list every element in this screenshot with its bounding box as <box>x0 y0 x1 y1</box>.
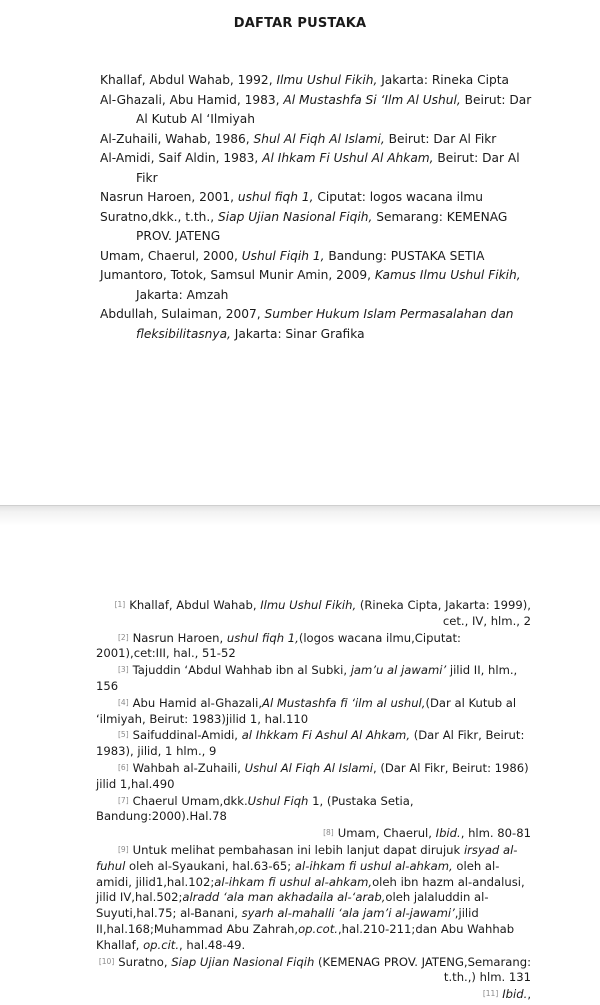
footnote-text: (Rineka Cipta, Jakarta: 1999), cet., IV, hlm., 2 <box>356 598 531 628</box>
entry-author: Al-Amidi, Saif Aldin, 1983, <box>100 151 263 165</box>
footnote-text: (Dar Al Fikr, Beirut: 1983), jilid, 1 hlm., 9 <box>96 728 525 759</box>
footnote-title: Ilmu Ushul Fikih, <box>260 598 357 612</box>
footnote-number[interactable]: [1] <box>114 600 126 609</box>
footnote-text: Nasrun Haroen, <box>132 630 227 645</box>
footnote-title: Ibid. <box>502 987 528 1002</box>
entry-title: Ilmu Ushul Fikih, <box>276 73 378 87</box>
footnote-title: ushul fiqh 1, <box>226 630 299 645</box>
footnote-text: Saifuddinal-Amidi, <box>132 728 242 743</box>
footnote-title: Siap Ujian Nasional Fiqih <box>171 954 315 969</box>
footnote <box>96 597 531 630</box>
entry-publisher: Jakarta: Rineka Cipta <box>377 73 509 87</box>
footnote-number[interactable]: [4] <box>118 697 129 707</box>
footnote-title: op.cot. <box>298 921 338 936</box>
entry-title: ushul fiqh 1, <box>237 190 314 204</box>
footnote-text: , (Dar Al Fikr, Beirut: 1986) jilid 1,hal.490 <box>96 760 529 791</box>
footnote-text: Umam, Chaerul, <box>337 826 436 841</box>
page-divider <box>0 505 600 526</box>
bibliography-entry <box>100 305 540 344</box>
bibliography-entry <box>100 91 540 130</box>
footnote-number[interactable]: [3] <box>118 665 129 675</box>
footnote-text: jilid II, hlm., 156 <box>96 663 518 693</box>
footnote-text: oleh al-Syaukani, hal.63-65; <box>125 858 295 873</box>
entry-publisher: Beirut: Dar Al Fikr <box>136 151 520 185</box>
bibliography-entry <box>100 208 540 247</box>
footnote-text: Suratno, <box>118 954 172 969</box>
entry-author: Al-Ghazali, Abu Hamid, 1983, <box>100 92 284 107</box>
bibliography-entry <box>100 266 540 305</box>
footnote-text: oleh jalaluddin al-Suyuti,hal.75; al-Banani, <box>96 890 489 921</box>
footnote-text: 1, (Pustaka Setia, Bandung:2000).Hal.78 <box>96 793 414 824</box>
bibliography-entry <box>100 188 540 208</box>
footnote-title: Ushul Al Fiqh Al Islami <box>244 760 373 775</box>
entry-publisher: Bandung: PUSTAKA SETIA <box>324 248 485 263</box>
footnote <box>96 727 531 760</box>
bibliography-entry <box>100 130 540 150</box>
footnote-number[interactable]: [6] <box>118 762 129 772</box>
footnote-text: , hal.48-49. <box>179 937 246 952</box>
entry-author: Nasrun Haroen, 2001, <box>100 190 238 204</box>
entry-title: Al Mustashfa Si ‘Ilm Al Ushul, <box>283 92 461 107</box>
entry-publisher: Jakarta: Sinar Grafika <box>230 326 365 341</box>
entry-author: Khallaf, Abdul Wahab, 1992, <box>100 73 277 87</box>
entry-title: Siap Ujian Nasional Fiqih, <box>218 209 373 224</box>
bibliography-entry <box>100 247 540 267</box>
footnote-number[interactable]: [2] <box>118 632 129 642</box>
bibliography-list <box>100 71 540 344</box>
footnote-text: ,jilid II,hal.168;Muhammad Abu Zahrah, <box>96 906 479 936</box>
footnote-list <box>96 597 531 1003</box>
footnote-title: Al Mustashfa fi ‘ilm al ushul, <box>262 695 426 710</box>
footnote-title: jam’u al jawami’ <box>350 663 447 678</box>
entry-publisher: Semarang: KEMENAG PROV. JATENG <box>136 209 508 243</box>
footnote-title: Ushul Fiqh <box>247 793 309 808</box>
footnotes-page <box>0 525 600 1005</box>
footnote-title: syarh al-mahalli ‘ala jam’i al-jawami’ <box>241 906 455 921</box>
footnote-text: , <box>527 987 531 1002</box>
footnote-text: (logos wacana ilmu,Ciputat: 2001),cet:III, hal., 51-52 <box>96 630 461 661</box>
entry-author: Abdullah, Sulaiman, 2007, <box>100 307 265 321</box>
footnote-text: oleh al-amidi, jilid1,hal.102; <box>96 858 500 889</box>
bibliography-entry <box>100 149 540 188</box>
entry-publisher: Ciputat: logos wacana ilmu <box>313 190 484 204</box>
entry-author: Suratno,dkk., t.th., <box>100 209 219 224</box>
page-title: DAFTAR PUSTAKA <box>233 16 367 31</box>
footnote-number[interactable]: [9] <box>118 844 129 854</box>
footnote-title: al Ihkkam Fi Ashul Al Ahkam, <box>241 728 411 743</box>
footnote-text: (Dar al Kutub al ‘ilmiyah, Beirut: 1983)jilid 1, hal.110 <box>96 695 517 726</box>
footnote-text: (KEMENAG PROV. JATENG,Semarang: t.th.,) hlm. 131 <box>314 954 531 985</box>
entry-title: Al Ihkam Fi Ushul Al Ahkam, <box>262 151 434 165</box>
footnote-text: Tajuddin ‘Abdul Wahhab ibn al Subki, <box>132 663 351 678</box>
footnote-title: irsyad al-fuhul <box>96 842 518 873</box>
footnote <box>96 986 531 1003</box>
entry-author: Umam, Chaerul, 2000, <box>100 248 242 263</box>
entry-publisher: Jakarta: Amzah <box>136 287 229 302</box>
entry-title: Shul Al Fiqh Al Islami, <box>253 131 385 146</box>
footnote-title: al-ihkam fi ushul al-ahkam, <box>214 874 373 889</box>
entry-author: Al-Zuhaili, Wahab, 1986, <box>100 131 254 146</box>
footnote-title: op.cit. <box>143 937 180 952</box>
entry-title: Sumber Hukum Islam Permasalahan dan fleksibilitasnya, <box>136 307 514 341</box>
footnote <box>96 954 531 987</box>
footnote <box>96 842 531 954</box>
footnote-number[interactable]: [5] <box>118 730 129 740</box>
entry-publisher: Beirut: Dar Al Fikr <box>384 131 497 146</box>
footnote-text: ,hal.210-211;dan Abu Wahhab Khallaf, <box>96 921 515 952</box>
footnote <box>96 662 531 695</box>
entry-title: Kamus Ilmu Ushul Fikih, <box>374 268 521 282</box>
footnote-text: Chaerul Umam,dkk. <box>132 793 248 808</box>
footnote <box>96 760 531 793</box>
bibliography-entry <box>100 71 540 91</box>
footnote-text: , hlm. 80-81 <box>460 826 531 841</box>
footnote-number[interactable]: [10] <box>98 956 115 966</box>
footnote <box>96 630 531 663</box>
footnote-title: alradd ‘ala man akhadaila al-‘arab, <box>182 890 386 905</box>
footnote-text: Untuk melihat pembahasan ini lebih lanjut dapat dirujuk <box>132 842 464 857</box>
entry-author: Jumantoro, Totok, Samsul Munir Amin, 2009, <box>100 268 375 282</box>
footnote <box>96 793 531 826</box>
footnote-title: al-ihkam fi ushul al-ahkam, <box>294 858 453 873</box>
entry-title: Ushul Fiqih 1, <box>241 248 325 263</box>
footnote <box>96 825 531 842</box>
footnote-number[interactable]: [8] <box>323 828 334 838</box>
footnote-text: Abu Hamid al-Ghazali, <box>132 695 263 710</box>
footnote-title: Ibid. <box>435 826 461 841</box>
footnote <box>96 695 531 728</box>
footnote-text: oleh ibn hazm al-andalusi, jilid IV,hal.502; <box>96 874 525 905</box>
entry-publisher: Beirut: Dar Al Kutub Al ‘Ilmiyah <box>136 92 532 126</box>
footnote-number[interactable]: [11] <box>482 989 499 999</box>
footnote-text: Wahbah al-Zuhaili, <box>132 760 245 775</box>
footnote-number[interactable]: [7] <box>118 795 129 805</box>
footnote-text: Khallaf, Abdul Wahab, <box>129 598 261 612</box>
